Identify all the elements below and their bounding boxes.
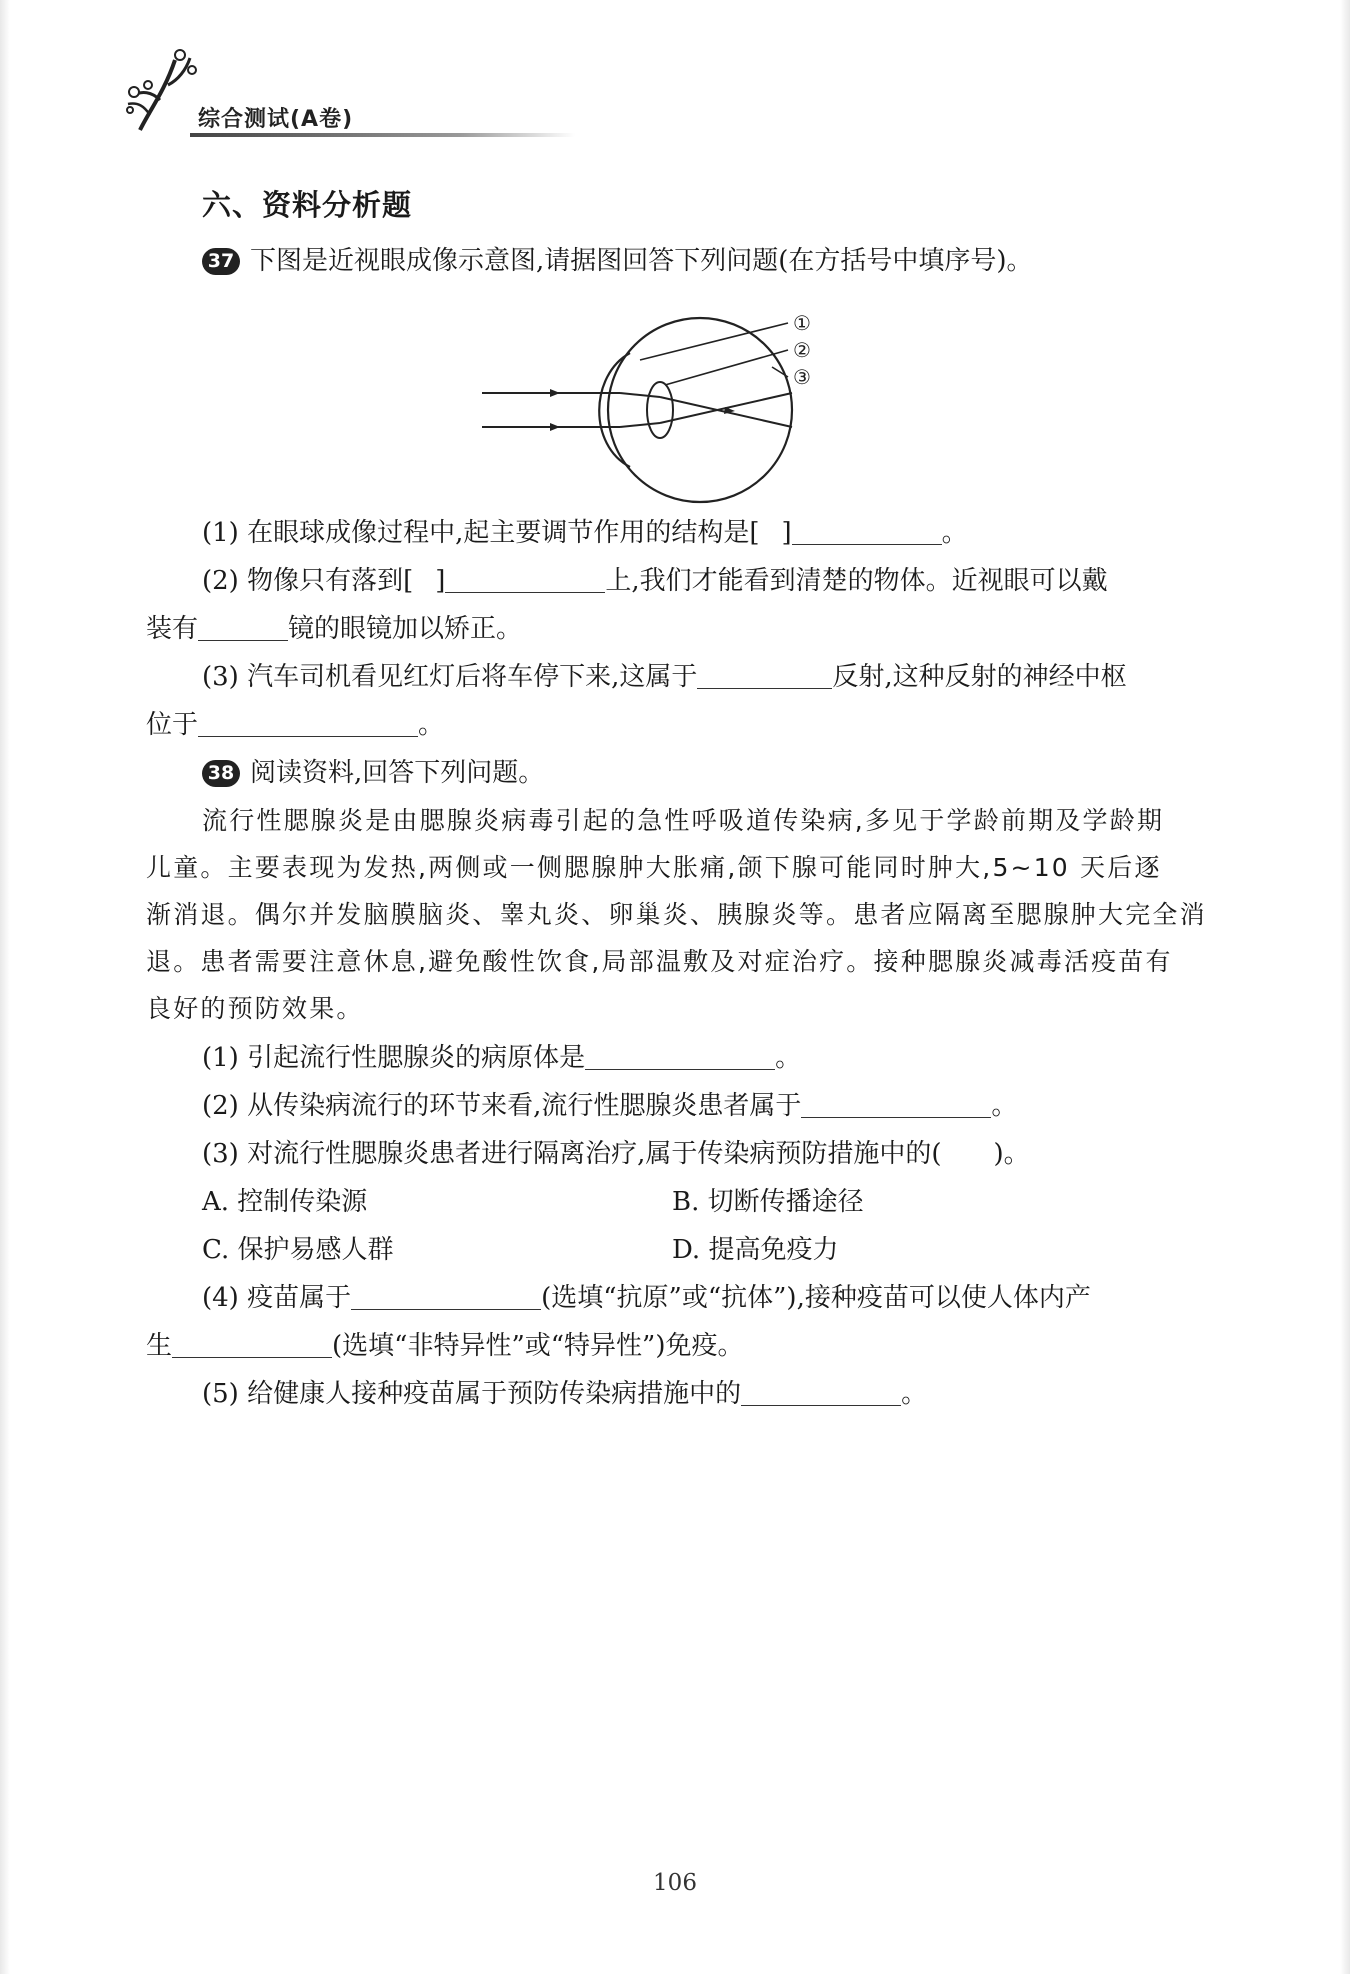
q38-option-c[interactable]: C. 保护易感人群	[202, 1235, 394, 1265]
q38-p4-text2: (选填“抗原”或“抗体”),接种疫苗可以使人体内产	[541, 1283, 1091, 1313]
diagram-label-2: ②	[793, 338, 811, 362]
q38-material-line-1: 流行性腮腺炎是由腮腺炎病毒引起的急性呼吸道传染病,多见于学龄前期及学龄期	[202, 806, 1165, 835]
q37-prompt-line	[202, 243, 1033, 279]
q38-prompt: 阅读资料,回答下列问题。	[250, 758, 545, 788]
q37-p2-bracket: ]	[435, 566, 446, 596]
page-edge-left	[0, 0, 10, 1974]
q37-p3-blank2[interactable]	[198, 710, 418, 737]
q37-p1-blank[interactable]	[792, 518, 942, 545]
q38-p4-blank2[interactable]	[172, 1331, 332, 1358]
q38-part4-line2	[146, 1328, 743, 1364]
q38-material-line-5: 良好的预防效果。	[146, 994, 364, 1023]
q37-p3-text: (3) 汽车司机看见红灯后将车停下来,这属于	[202, 662, 698, 692]
q38-material-line-4: 退。患者需要注意休息,避免酸性饮食,局部温敷及对症治疗。接种腮腺炎减毒活疫苗有	[146, 947, 1173, 976]
q38-part2	[202, 1088, 1017, 1124]
q37-prompt: 下图是近视眼成像示意图,请据图回答下列问题(在方括号中填序号)。	[250, 246, 1033, 276]
header	[120, 40, 480, 140]
q37-number-badge: 37	[202, 248, 240, 275]
diagram-label-3: ③	[793, 365, 811, 389]
q38-part4-line1	[202, 1280, 1091, 1316]
header-title: 综合测试(A卷)	[198, 107, 354, 132]
q37-p2-text3: 装有	[146, 614, 199, 644]
q37-p3-text3: 位于	[146, 710, 199, 740]
q38-p4-blank1[interactable]	[351, 1283, 541, 1310]
q38-p4-text: (4) 疫苗属于	[202, 1283, 352, 1313]
q37-p2-blank1[interactable]	[445, 566, 605, 593]
flower-logo-icon	[120, 40, 210, 140]
q38-p2-text: (2) 从传染病流行的环节来看,流行性腮腺炎患者属于	[202, 1091, 802, 1121]
q38-option-b[interactable]: B. 切断传播途径	[672, 1187, 864, 1217]
q38-p4-text4: (选填“非特异性”或“特异性”)免疫。	[332, 1331, 744, 1361]
page-number: 106	[653, 1870, 697, 1896]
q38-part3: (3) 对流行性腮腺炎患者进行隔离治疗,属于传染病预防措施中的( )。	[202, 1139, 1030, 1169]
myopia-eye-diagram	[470, 305, 890, 505]
q38-prompt-line	[202, 755, 544, 791]
q38-p2-end: 。	[991, 1091, 1018, 1121]
q38-option-d[interactable]: D. 提高免疫力	[672, 1235, 839, 1265]
q38-p4-text3: 生	[146, 1331, 173, 1361]
q38-p2-blank[interactable]	[801, 1091, 991, 1118]
q38-p5-blank[interactable]	[741, 1379, 901, 1406]
q38-part5	[202, 1376, 927, 1412]
q37-p1-bracket: ]	[781, 518, 792, 548]
q37-p3-end: 。	[418, 710, 445, 740]
diagram-label-1: ①	[793, 311, 811, 335]
q37-p3-blank1[interactable]	[697, 662, 832, 689]
q38-p1-text: (1) 引起流行性腮腺炎的病原体是	[202, 1043, 586, 1073]
q38-option-a[interactable]: A. 控制传染源	[202, 1187, 368, 1217]
section-title: 六、资料分析题	[202, 188, 413, 222]
q38-p1-blank[interactable]	[585, 1043, 775, 1070]
q38-number-badge: 38	[202, 760, 240, 787]
header-divider	[190, 133, 575, 137]
q37-p2-blank2[interactable]	[198, 614, 288, 641]
q37-part1	[202, 515, 968, 551]
q37-part2-line1	[202, 563, 1108, 599]
q38-p5-end: 。	[901, 1379, 928, 1409]
q38-p1-end: 。	[775, 1043, 802, 1073]
q37-part3-line1	[202, 659, 1127, 695]
q37-p1-text: (1) 在眼球成像过程中,起主要调节作用的结构是[	[202, 518, 760, 548]
q38-material-line-3: 渐消退。偶尔并发脑膜脑炎、睾丸炎、卵巢炎、胰腺炎等。患者应隔离至腮腺肿大完全消	[146, 900, 1207, 929]
page-edge-right	[1340, 0, 1350, 1974]
q37-p2-text: (2) 物像只有落到[	[202, 566, 414, 596]
q37-part2-line2	[146, 611, 522, 647]
q37-p2-text4: 镜的眼镜加以矫正。	[288, 614, 523, 644]
q37-p1-end: 。	[941, 518, 968, 548]
q37-p3-text2: 反射,这种反射的神经中枢	[832, 662, 1127, 692]
q38-part1	[202, 1040, 801, 1076]
q37-p2-text2: 上,我们才能看到清楚的物体。近视眼可以戴	[605, 566, 1108, 596]
q38-material-line-2: 儿童。主要表现为发热,两侧或一侧腮腺肿大胀痛,颌下腺可能同时肿大,5~10 天后逐	[146, 853, 1162, 882]
q37-part3-line2	[146, 707, 444, 743]
q38-p5-text: (5) 给健康人接种疫苗属于预防传染病措施中的	[202, 1379, 742, 1409]
